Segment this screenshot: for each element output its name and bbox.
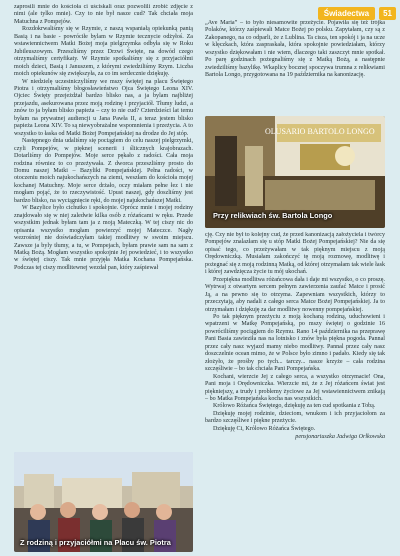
left-column-text bbox=[14, 4, 193, 452]
st-peters-square-photo bbox=[14, 452, 193, 552]
paragraph: Przepiękna modlitwa różańcowa dała i daje mi wszystko, o co proszę. Wytrwaj z otwartym sercem pełnym zawierzenia zaufać Matce i prosić Ją, a na pewno się to otrzyma. Zapewniam wszystkich, którzy to przeczytają, aby nadali z całego serca Matce Bożej Pompejańskiej. Ja to otrzymałam i dziękuję za dar modlitwy nowenny pompejańskiej. bbox=[205, 276, 385, 313]
photo-caption: Przy relikwiach św. Bartola Longo bbox=[213, 211, 333, 220]
paragraph: W Bazylice było cichutko i spokojnie. Oprócz mnie i mojej rodziny znajdowało się w niej zaledwie kilka osób z różańcami w ręku. Przede wszystkim jednak byłam tam ja z moją Mateczką. W tej ciszy nic do opisania wszystko mogłam powierzyć mojej Mateczce. Nagły wezrośniej nie doświadczyłam takiej modlitwy w swoim miejscu. Zawsze ja byly tłumy, a tu, w Pompejach, byłam prawie sam na sam z Matką Bożą. Mogłam wszystko spokojnie Jej powiedzieć, i to wszystko w świętej ciszy. Tak mnie przyjęła Matka Kochana Pompejańska. Podczas tej ciszy modlitewnej wezdał pan, który zaśpiewał bbox=[14, 205, 193, 271]
paragraph: Królowo Różańca Świętego, dziękuję za ten cud spotkania z Tobą. bbox=[213, 403, 376, 410]
paragraph: Dziękuję Ci, Królowo Różańca Świętego. bbox=[213, 425, 316, 432]
photo-caption: Z rodziną i przyjaciółmi na Placu św. Piotra bbox=[20, 538, 171, 547]
page-number: 51 bbox=[379, 7, 396, 20]
paragraph: Po tak pięknym przeżyciu z moją kochaną rodziną, uduchowieni i wpatrzeni w Matkę Pompejańską, po mszy świętej o godzinie 16 powróciliśmy pociągiem do Rzymu. Rano 14 października na przeprawę Pani Basia zawieziła nas na lotnisko i znów była piękna pogoda. Pannal przez cały nasz wyjazd mamy niebo modlitwy. Pannal przez cały nasz doszczelnie ocean mimo, że w Polsce było zimno i padało. Kiedy się tak złożyło, że prośby po tych... tarczy... nasze krzyże – cała rodzina szczęśliwie – bo tak chciała Pani Pompejańska. bbox=[205, 313, 385, 373]
paragraph: Następnego dnia udaliśmy się pociągiem do celu naszej pielgrzymki, czyli Pompejów, w pięknej scenerii i śliicznych krajobrazach. Dotarliśmy do Pompejów. Moje serce pękało z radości. Cała moja rodzina równiez to co przeżywała. Z dworca przeszliśmy prosto do Domu naszej Matki – Bazyliki Pompejańskiej. Pełna radości, w otoczeniu moich najukochańszych na ziemi, weszłam do kościoła mojej kochanej Matuchny. Moje serce drżało, oczy miałam pełne łez i nie mogłam pojąć, że to rzeczywistość. Upust naszej, gdy doszliśmy jest bardzo blisko, na wyciągnięcie ręki, do mojej najukochańszej Matki. bbox=[14, 138, 193, 204]
paragraph: Rozdokrwaliśmy się w Rzymie, z naszą wspaniałą opiekunką panią Basią i na basie - powróciłe bylam w Rzymie tecznycie odżyłoś. Za wstawiennictwem Matki Bożej moja pielgrzymka odbyła się w Roku Jubileuszowym. Przeszliśmy przez Drzwi Święte, na dowód czego otrzymaliśmy certyfikaty. W Rzymie spotkaliśmy się z przyjaciółmi moich dzieci, Basią i Januszem, z którymi zwiedziliśmy Rzym. Liczba moich opiekunów się zwiększyła, za co im serdecznie dziękuję. bbox=[14, 26, 193, 78]
right-column-bottom-text bbox=[205, 232, 385, 552]
reliquary-photo bbox=[205, 116, 385, 228]
right-column-top-text bbox=[205, 20, 385, 112]
paragraph: cję. Czy nie był to kolejny cud, że przed kanonizacją założyciela i twórcy Pompejów znalazłam się u stóp Matki Bożej Pompejańskiej? Nie da się opisać tego, co przeżywałam w tak pięknym miejscu z moją Orędowniczką. Musiałam zakończyć tę moją rozmowę, modlitwę i pożegnać się z moją rodzinną Matką, od której otrzymałam tak wiele łask i której zawdzięcza życie tu mój ukochań. bbox=[205, 232, 385, 276]
paragraph: zaprosili mnie do kościoła ci uściskali oraz pozwolili zrobić zdjęcie z nimi (ale tylko mnie). Czy to nie był nasze cud? Tak chciała moja Matuchna z Pompejów. bbox=[14, 4, 193, 25]
page-header bbox=[280, 6, 400, 20]
author-signature: pensjonariuszka Jadwiga Orlkowska bbox=[295, 434, 385, 441]
paragraph: Kochani, wierzcie Jej z całego serca, a wszystko otrzymacie! Ona, Pani moja i Orędowniczka. Wierzcie mi, że z Jej różańcem świat jest piękniejszy, a trudy i problemy życiowe za Jej wstawiennictwem znikają – bo Matka Pompejańska kocha nas wszystkich. bbox=[205, 373, 385, 402]
paragraph: „Ave Maria” – to było niesamowite przeżycie. Pojawiła się też trójka Polaków, którzy zaśpiewali Matce Bożej po polsku. Zapytałam, czy są z Zakopanego, na co odparli, że z Lublina. Ta cisza, ten spokój i ja na ucze w klęczkach, która zaspraskała, która spokojnie powiedziałam, którzy wszystko dziękowałam i nie wiem, dlaczego taki zaszczyt mnie spotkał. Po parę godzinach pożegnaliśmy się z Matką Bożą, a następnie zwiedziliśmy bazylikę. Wkaplicy bocznej spoczywa trumna z relikwiami Bartola Longo, przygotowana na 19 października na kanonizację. bbox=[205, 20, 385, 79]
paragraph: Dziękuję mojej rodzinie, dzieciom, wnukom i ich przyjaciołom za bardzo szczęśliwe i piękne przeżycie. bbox=[205, 410, 385, 425]
paragraph: W niedzielę uczestniczyliśmy we mszy świętej na placu Świętego Piotra i otrzymaliśmy błogosławieństwo Ojca Świętego Leona XIV. Ojciec Święty przejeżdżał bardzo blisko nas, a ja bylam najbliżej przejazdu, asekurowana przez moją rodzinę i przyjaciół. Tłumy ludzi, a znów to ja byłam blisko papieża – czy to nie cud? Czterdzieści lat temu byłam na prywatnej audiencji u Jana Pawła II, a teraz jestem blisko papieża Leona XIV. To są niewyobrażalne wspomnienia i przeżycia. A to wszystko to łaska od Matki Bożej Pompejańskiej na drodze do Jej stóp. bbox=[14, 78, 193, 137]
section-label: Świadectwa bbox=[318, 7, 375, 20]
st-peters-square-photo-image bbox=[14, 452, 193, 552]
banner-text: OLUSARIO BARTOLO LONGO bbox=[265, 127, 375, 136]
